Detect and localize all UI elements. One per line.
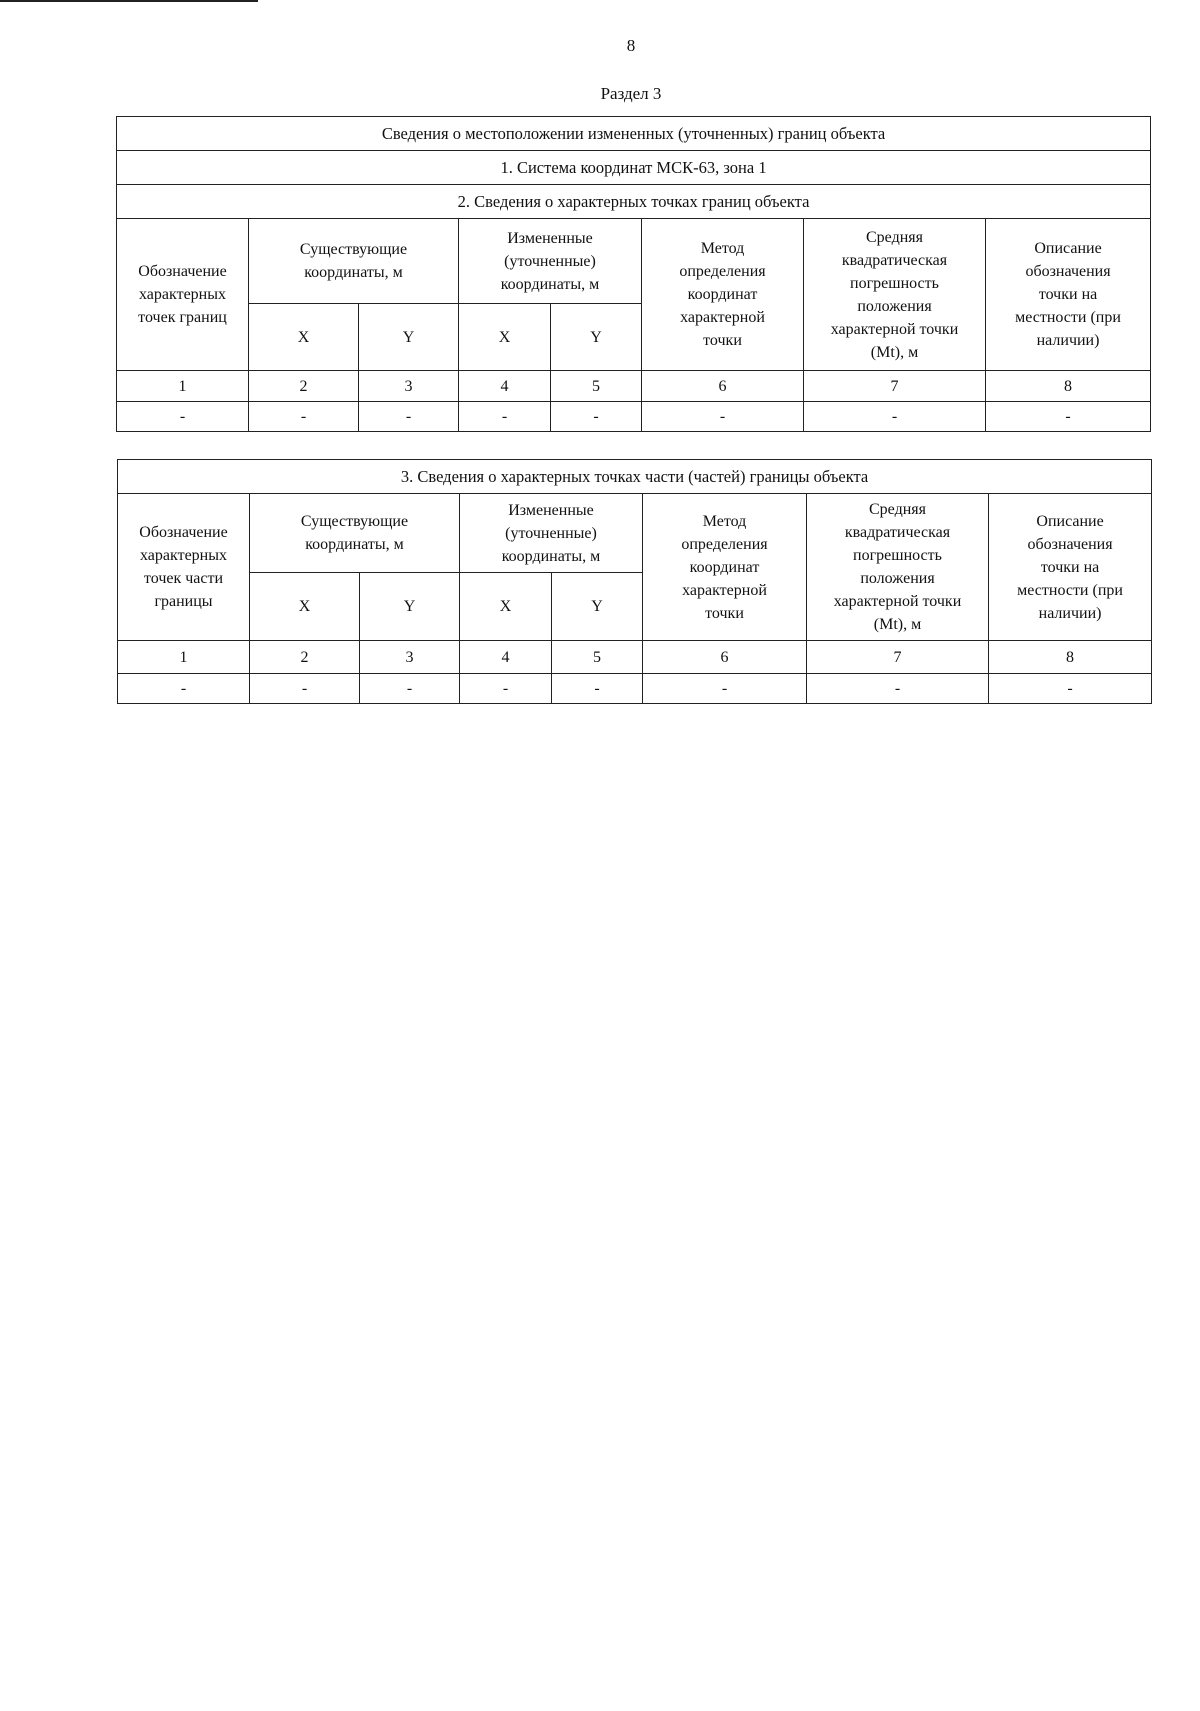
empty-cell: - [460, 674, 552, 704]
table-title: Сведения о местоположении измененных (уточненных) границ объекта [117, 117, 1151, 151]
scan-edge-line [0, 0, 258, 2]
header-error: Средняя квадратическая погрешность положения характерной точки (Mt), м [804, 219, 986, 371]
empty-cell: - [359, 402, 459, 432]
empty-cell: - [459, 402, 551, 432]
column-number: 4 [459, 371, 551, 402]
column-number: 7 [804, 371, 986, 402]
empty-cell: - [552, 674, 643, 704]
table-title: 3. Сведения о характерных точках части (частей) границы объекта [118, 460, 1152, 494]
coordinate-system: 1. Система координат МСК-63, зона 1 [117, 151, 1151, 185]
empty-cell: - [986, 402, 1151, 432]
table-row [117, 402, 1151, 432]
header-changed-x: X [459, 304, 551, 371]
column-number: 3 [360, 641, 460, 674]
column-number: 6 [642, 371, 804, 402]
table-subtitle: 2. Сведения о характерных точках границ объекта [117, 185, 1151, 219]
header-description: Описание обозначения точки на местности (при наличии) [986, 219, 1151, 371]
empty-cell: - [551, 402, 642, 432]
header-changed-y: Y [551, 304, 642, 371]
page-number: 8 [626, 36, 636, 55]
header-existing-coords: Существующие координаты, м [250, 494, 460, 573]
header-method: Метод определения координат характерной точки [643, 494, 807, 641]
column-number: 2 [249, 371, 359, 402]
empty-cell: - [118, 674, 250, 704]
empty-cell: - [117, 402, 249, 432]
boundary-points-table [116, 116, 1151, 432]
empty-cell: - [360, 674, 460, 704]
column-number: 2 [250, 641, 360, 674]
header-changed-y: Y [552, 573, 643, 641]
column-number: 5 [551, 371, 642, 402]
column-number: 1 [118, 641, 250, 674]
empty-cell: - [250, 674, 360, 704]
header-existing-y: Y [360, 573, 460, 641]
header-existing-x: X [250, 573, 360, 641]
header-existing-x: X [249, 304, 359, 371]
column-number: 6 [643, 641, 807, 674]
empty-cell: - [989, 674, 1152, 704]
column-number-row [118, 641, 1152, 674]
empty-cell: - [249, 402, 359, 432]
column-number: 8 [989, 641, 1152, 674]
header-description: Описание обозначения точки на местности (при наличии) [989, 494, 1152, 641]
header-error: Средняя квадратическая погрешность положения характерной точки (Mt), м [807, 494, 989, 641]
boundary-part-points-table [117, 459, 1152, 704]
column-number: 4 [460, 641, 552, 674]
header-method: Метод определения координат характерной точки [642, 219, 804, 371]
empty-cell: - [642, 402, 804, 432]
empty-cell: - [643, 674, 807, 704]
table-row [118, 674, 1152, 704]
column-number: 5 [552, 641, 643, 674]
section-heading: Раздел 3 [600, 84, 662, 103]
header-designation: Обозначение характерных точек части границы [118, 494, 250, 641]
column-number: 1 [117, 371, 249, 402]
empty-cell: - [807, 674, 989, 704]
header-existing-y: Y [359, 304, 459, 371]
header-changed-coords: Измененные (уточненные) координаты, м [460, 494, 643, 573]
column-number: 3 [359, 371, 459, 402]
header-designation: Обозначение характерных точек границ [117, 219, 249, 371]
header-changed-x: X [460, 573, 552, 641]
empty-cell: - [804, 402, 986, 432]
column-number: 8 [986, 371, 1151, 402]
header-existing-coords: Существующие координаты, м [249, 219, 459, 304]
column-number-row [117, 371, 1151, 402]
column-number: 7 [807, 641, 989, 674]
header-changed-coords: Измененные (уточненные) координаты, м [459, 219, 642, 304]
